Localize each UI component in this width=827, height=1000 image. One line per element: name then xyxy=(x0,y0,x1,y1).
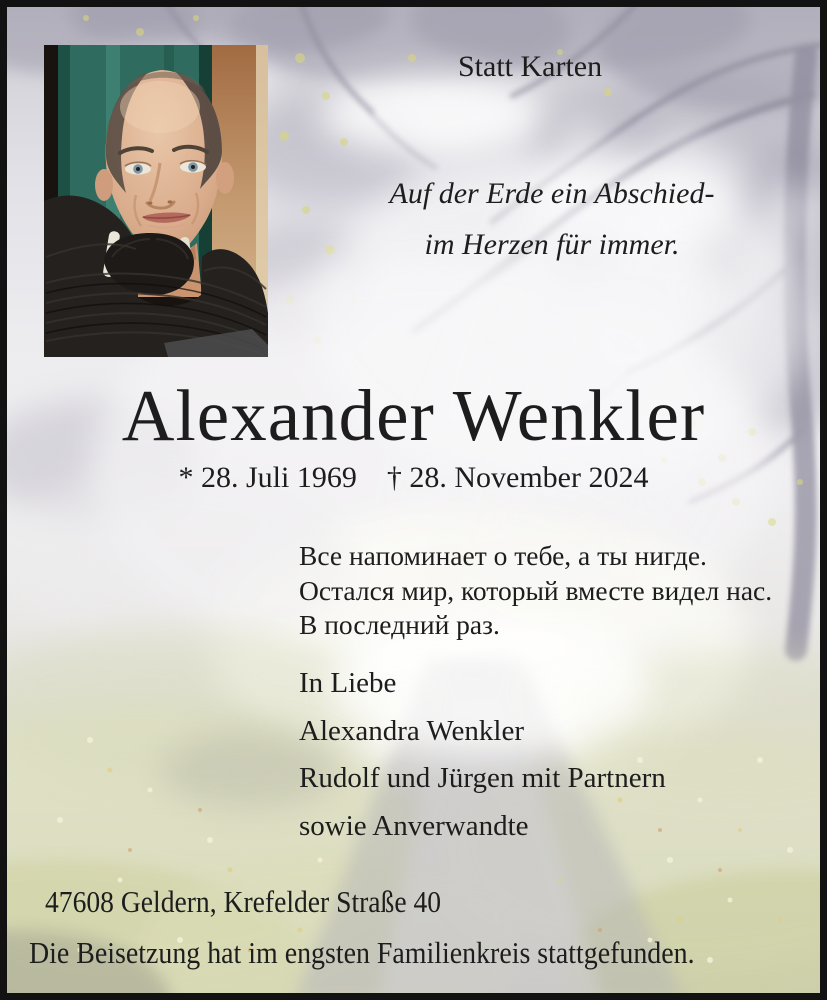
mourner-line: Alexandra Wenkler xyxy=(299,714,525,747)
epigraph xyxy=(378,168,726,270)
poem-line: Остался мир, который вместе видел нас. xyxy=(299,574,773,606)
death-date: † 28. November 2024 xyxy=(386,461,649,494)
funeral-note: Die Beisetzung hat im engsten Familienkreis stattgefunden. xyxy=(29,935,695,970)
mourner-line: Rudolf und Jürgen mit Partnern xyxy=(299,762,666,795)
mourner-line: sowie Anverwandte xyxy=(299,809,529,842)
poem-line: Все напоминает о тебе, а ты нигде. xyxy=(299,540,707,571)
portrait-photo xyxy=(44,45,268,357)
memorial-poem xyxy=(299,539,772,643)
pre-header: Statt Karten xyxy=(458,50,603,83)
epigraph-line-2: im Herzen für immer. xyxy=(424,228,680,261)
mourners-list xyxy=(299,660,666,850)
mourner-line: In Liebe xyxy=(299,667,397,699)
address-line: 47608 Geldern, Krefelder Straße 40 xyxy=(45,884,442,919)
poem-line: В последний раз. xyxy=(299,609,500,640)
birth-date: * 28. Juli 1969 xyxy=(178,461,357,494)
epigraph-line-1: Auf der Erde ein Abschied- xyxy=(389,177,715,210)
life-dates xyxy=(0,461,827,495)
deceased-name: Alexander Wenkler xyxy=(121,375,706,456)
